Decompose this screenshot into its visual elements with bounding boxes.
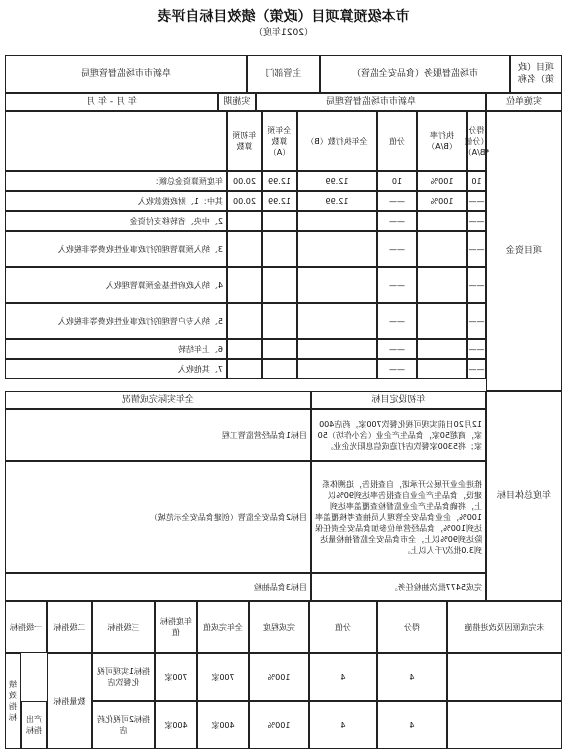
impl-label: 实施单位: [486, 93, 562, 111]
indicator-name: 指标2可视化药店: [92, 701, 155, 749]
fund-section-label: 项目资金: [486, 111, 562, 391]
fund-cell-init: [227, 267, 262, 303]
goal-actual: 完成5477批次抽检任务。: [311, 573, 486, 601]
goal-plan: 目标1食品经营监管工程: [5, 409, 311, 461]
indicator-weight: 4: [309, 701, 377, 749]
fund-cell-init: [227, 231, 262, 267]
indicator-actual: 700家: [197, 653, 249, 701]
fund-cell-rate: [417, 231, 467, 267]
fund-cell-rate: 100%: [417, 191, 467, 211]
fund-cell-full: 12.99: [262, 191, 297, 211]
period-value: 年 月 - 年 月: [5, 93, 218, 111]
fund-cell-rate: [417, 211, 467, 231]
fund-cell-full: 12.99: [262, 171, 297, 191]
fund-col-header: 全年执行数（B）: [297, 111, 377, 171]
indicators-section-label: 绩效指标: [5, 653, 21, 749]
fund-cell-init: [227, 339, 262, 359]
fund-cell-score: 10: [467, 171, 486, 191]
indicator-header: 得分: [377, 601, 447, 653]
indicator-pct: 100%: [249, 701, 309, 749]
fund-cell-weight: ——: [377, 359, 417, 379]
indicator-score: 4: [377, 701, 447, 749]
indicator-header: 完成程度: [249, 601, 309, 653]
fund-cell-score: ——: [467, 339, 486, 359]
fund-cell-init: [227, 211, 262, 231]
goal-plan: 目标2食品安全监管（创建食品安全示范城）: [5, 461, 311, 573]
fund-cell-rate: [417, 359, 467, 379]
fund-cell-weight: ——: [377, 267, 417, 303]
fund-cell-exec: [297, 359, 377, 379]
indicator-reason: [447, 653, 562, 701]
goal-actual: 12月20日前实现可视化餐饮700家，药店400家，商超50家，食品生产企业（含小作坊）50家；将5300家餐饮店打造成信息阳光企业。: [311, 409, 486, 461]
fund-cell-weight: 10: [377, 171, 417, 191]
fund-row-label: 7、其他收入: [5, 359, 227, 379]
fund-cell-exec: 12.99: [297, 171, 377, 191]
fund-row-label: 6、上年结转: [5, 339, 227, 359]
fund-cell-exec: [297, 303, 377, 339]
fund-row-label: 4、纳入政府性基金预算管理收入: [5, 267, 227, 303]
indicator-header: 三级指标: [92, 601, 155, 653]
dept-value: 阜新市市场监督管理局: [5, 55, 247, 93]
fund-cell-weight: ——: [377, 339, 417, 359]
fund-cell-weight: ——: [377, 303, 417, 339]
indicator-header: 二级指标: [47, 601, 92, 653]
fund-cell-score: ——: [467, 211, 486, 231]
indicator-target: 700家: [155, 653, 197, 701]
goals-section-label: 年度总体目标: [486, 391, 562, 601]
indicator-header: 分值: [309, 601, 377, 653]
indicators-level1: 产出指标: [21, 701, 47, 749]
fund-row-label: 3、纳入预算管理的行政事业性收费等非税收入: [5, 231, 227, 267]
page-subtitle: （2021年度）: [254, 28, 313, 38]
indicators-level2: 数量指标: [47, 653, 92, 749]
goal-actual: 推进企业开展公开承诺，自查报告，追溯体系建设，食品生产企业自查报告率达到90%以上，将确食品生产企业监督检查覆盖率达到100%，企业食品安全管理人员抽查考核覆盖率达到100%，食品经营单位参加食品安全责任保险达到90%以上，全市食品安全监督抽检量达到3.0批次/千人以上。: [311, 461, 486, 573]
fund-cell-full: [262, 267, 297, 303]
project-name-value: 市场监督服务（食品安全监管）: [320, 55, 510, 93]
fund-cell-full: [262, 231, 297, 267]
indicator-name: 指标1实现可视化餐饮店: [92, 653, 155, 701]
fund-col-header: 全年预算数（A）: [262, 111, 297, 171]
indicator-reason: [447, 701, 562, 749]
fund-cell-full: [262, 339, 297, 359]
fund-cell-score: ——: [467, 359, 486, 379]
fund-cell-rate: [417, 303, 467, 339]
indicator-header: 年度指标值: [155, 601, 197, 653]
fund-cell-full: [262, 359, 297, 379]
indicator-header: 一级指标: [5, 601, 47, 653]
fund-col-header: 分值: [377, 111, 417, 171]
fund-col-header: 得分（分值*B/A）: [467, 111, 486, 171]
fund-cell-weight: ——: [377, 231, 417, 267]
goals-plan-header: 年初设定目标: [311, 391, 486, 409]
impl-value: 阜新市市场监督管理局: [256, 93, 486, 111]
fund-row-label: 年度预算资金总额：: [5, 171, 227, 191]
fund-row-label: 其中：1、财政拨款收入: [5, 191, 227, 211]
fund-cell-score: ——: [467, 303, 486, 339]
indicator-pct: 100%: [249, 653, 309, 701]
fund-cell-full: [262, 211, 297, 231]
fund-cell-score: ——: [467, 191, 486, 211]
fund-cell-init: 20.00: [227, 171, 262, 191]
fund-cell-score: ——: [467, 267, 486, 303]
fund-cell-exec: [297, 267, 377, 303]
fund-cell-score: ——: [467, 231, 486, 267]
fund-cell-init: [227, 303, 262, 339]
indicator-weight: 4: [309, 653, 377, 701]
fund-cell-exec: [297, 231, 377, 267]
page-title: 市本级预算项目（政策）绩效目标自评表: [157, 9, 410, 25]
fund-cell-rate: [417, 267, 467, 303]
fund-cell-weight: ——: [377, 191, 417, 211]
fund-cell-init: 20.00: [227, 191, 262, 211]
project-name-label: 项目（政策）名称: [510, 55, 562, 93]
fund-cell-weight: ——: [377, 211, 417, 231]
fund-cell-exec: 12.99: [297, 191, 377, 211]
indicator-header: 未完成原因及改进措施: [447, 601, 562, 653]
dept-label: 主管部门: [247, 55, 320, 93]
fund-row-label: 2、中央、省转移支付资金: [5, 211, 227, 231]
fund-cell-exec: [297, 339, 377, 359]
fund-header-blank: [5, 111, 227, 171]
fund-col-header: 年初预算数: [227, 111, 262, 171]
goal-plan: 目标3食品抽检: [5, 573, 311, 601]
fund-cell-full: [262, 303, 297, 339]
fund-cell-exec: [297, 211, 377, 231]
fund-row-label: 5、纳入专户管理的行政事业性收费等非税收入: [5, 303, 227, 339]
indicator-target: 400家: [155, 701, 197, 749]
period-label: 实施期: [218, 93, 256, 111]
indicator-score: 4: [377, 653, 447, 701]
fund-col-header: 执行率（B/A）: [417, 111, 467, 171]
goals-actual-header: 全年实际完成情况: [5, 391, 311, 409]
indicator-header: 全年完成值: [197, 601, 249, 653]
fund-cell-rate: 100%: [417, 171, 467, 191]
fund-cell-init: [227, 359, 262, 379]
indicator-actual: 400家: [197, 701, 249, 749]
fund-cell-rate: [417, 339, 467, 359]
